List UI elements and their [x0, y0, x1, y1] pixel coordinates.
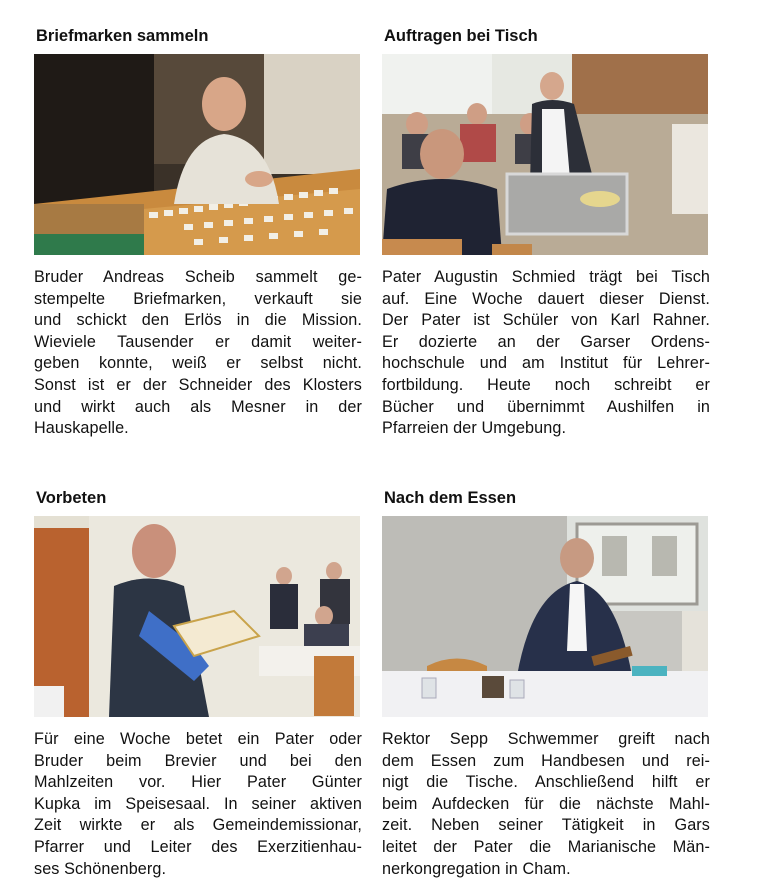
article-heading: Vorbeten — [36, 489, 107, 507]
caption-line: Sonst ist er der Schneider des Klosters — [34, 375, 362, 394]
caption-line: geben konnte, weiß er selbst nicht. — [34, 354, 362, 373]
article-after-meal — [382, 488, 712, 880]
caption-line: Pfarreien der Umgebung. — [382, 419, 567, 438]
caption-line: stempelte Briefmarken, verkauft sie — [34, 289, 362, 308]
article-caption — [34, 267, 362, 440]
caption-line: nerkongregation in Cham. — [382, 859, 571, 878]
caption-line: Er dozierte an der Garser Ordens- — [382, 332, 710, 351]
caption-line: Mahlzeiten vor. Hier Pater Günter — [34, 773, 362, 792]
caption-line: Bruder beim Brevier und bei den — [34, 751, 362, 770]
article-heading: Nach dem Essen — [384, 489, 517, 507]
caption-line: auf. Eine Woche dauert dieser Dienst. — [382, 289, 710, 308]
caption-line: Wieviele Tausender er damit weiter- — [34, 332, 362, 351]
caption-line: hochschule und am Institut für Lehrer- — [382, 354, 710, 373]
article-heading: Briefmarken sammeln — [36, 27, 209, 45]
photo-serving-table — [382, 54, 708, 255]
article-caption — [34, 729, 362, 880]
article-prayer — [34, 488, 364, 880]
caption-line: fortbildung. Heute noch schreibt er — [382, 375, 710, 394]
article-caption — [382, 729, 710, 880]
caption-line: Bücher und übernimmt Aushilfen in — [382, 397, 710, 416]
caption-line: Hauskapelle. — [34, 419, 129, 438]
caption-line: zeit. Neben seiner Tätigkeit in Gars — [382, 816, 710, 835]
caption-line: Für eine Woche betet ein Pater oder — [34, 730, 362, 748]
article-heading: Auftragen bei Tisch — [384, 27, 538, 45]
caption-line: leitet der Pater die Marianische Män- — [382, 837, 710, 856]
article-serving-table — [382, 26, 712, 440]
caption-line: ses Schönenberg. — [34, 859, 167, 878]
caption-line: Bruder Andreas Scheib sammelt ge- — [34, 268, 362, 286]
caption-line: nigt die Tische. Anschließend hilft er — [382, 773, 710, 792]
caption-line: Kupka im Speisesaal. In seiner aktiven — [34, 794, 362, 813]
caption-line: und wirkt auch als Mesner in der — [34, 397, 362, 416]
photo-cleaning-table — [382, 516, 708, 717]
article-stamp-collecting — [34, 26, 364, 440]
caption-line: Rektor Sepp Schwemmer greift nach — [382, 730, 710, 748]
caption-line: Pater Augustin Schmied trägt bei Tisch — [382, 268, 710, 286]
caption-line: dem Essen zum Handbesen und rei- — [382, 751, 710, 770]
caption-line: Pfarrer und Leiter des Exerzitienhau- — [34, 837, 362, 856]
caption-line: Der Pater ist Schüler von Karl Rahner. — [382, 311, 710, 330]
article-caption — [382, 267, 710, 440]
caption-line: beim Aufdecken für die nächste Mahl- — [382, 794, 710, 813]
photo-stamp-collector — [34, 54, 360, 255]
caption-line: und schickt den Erlös in die Mission. — [34, 311, 362, 330]
photo-reading-prayer — [34, 516, 360, 717]
caption-line: Zeit wirkte er als Gemeindemissionar, — [34, 816, 362, 835]
